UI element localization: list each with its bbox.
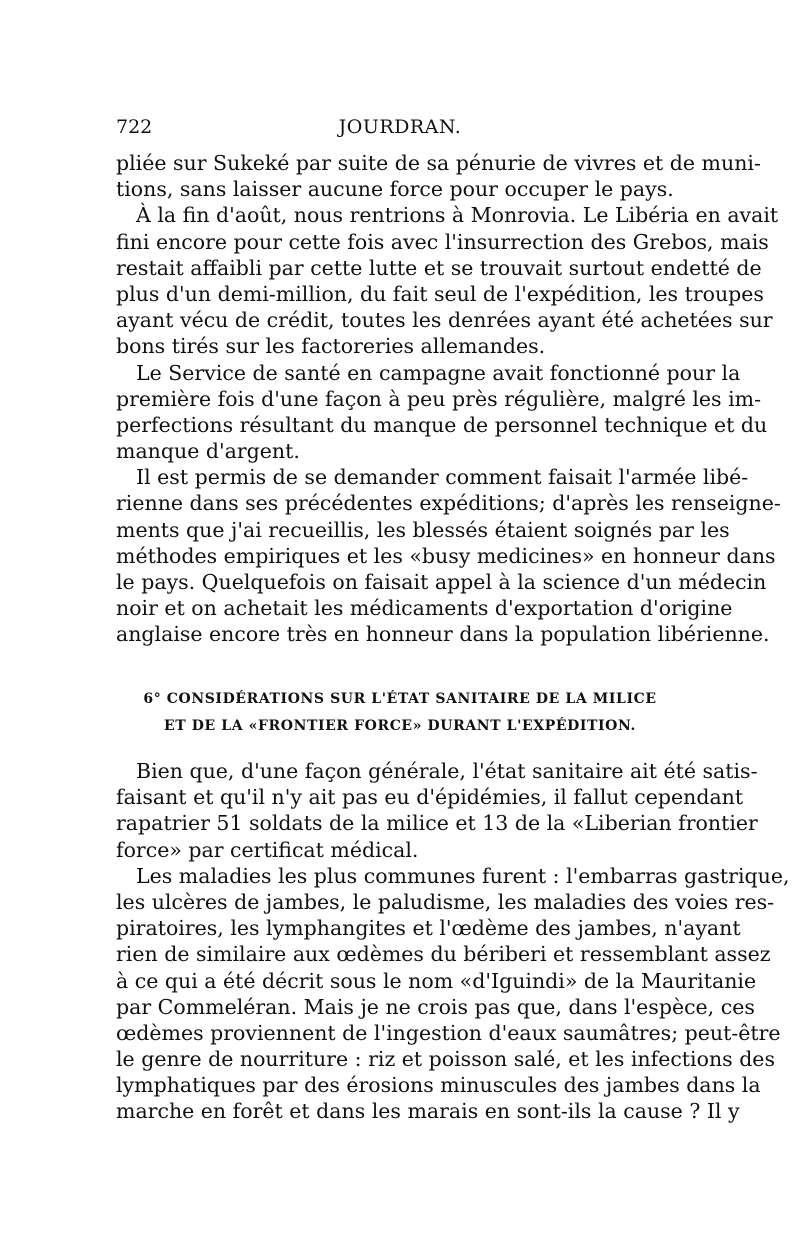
- text-line: œdèmes proviennent de l'ingestion d'eaux saumâtres; peut-être: [116, 1020, 781, 1045]
- body-text-part1: [116, 150, 781, 648]
- text-line: rien de similaire aux œdèmes du bériberi et ressemblant assez: [116, 942, 771, 967]
- text-line: piratoires, les lymphangites et l'œdème des jambes, n'ayant: [116, 916, 741, 941]
- text-line: première fois d'une façon à peu près régulière, malgré les im-: [116, 386, 762, 411]
- text-line: le pays. Quelquefois on faisait appel à la science d'un médecin: [116, 570, 767, 594]
- heading-line: 6° CONSIDÉRATIONS SUR L'ÉTAT SANITAIRE DE LA MILICE: [143, 691, 657, 707]
- text-line: plus d'un demi-million, du fait seul de l'expédition, les troupes: [116, 281, 764, 306]
- page-header: [116, 116, 684, 146]
- text-line: bons tirés sur les factoreries allemandes.: [116, 334, 546, 359]
- text-line: le genre de nourriture : riz et poisson salé, et les infections des: [116, 1047, 775, 1072]
- page-number: 722: [116, 116, 153, 138]
- heading-line: ET DE LA «FRONTIER FORCE» DURANT L'EXPÉDITION.: [164, 718, 636, 734]
- text-line: anglaise encore très en honneur dans la population libérienne.: [116, 622, 770, 647]
- text-line: Le Service de santé en campagne avait fonctionné pour la: [136, 360, 741, 385]
- body-text-part2: [116, 758, 790, 1125]
- text-line: marche en forêt et dans les marais en sont-ils la cause ? Il y: [116, 1099, 740, 1124]
- text-line: fini encore pour cette fois avec l'insurrection des Grebos, mais: [116, 229, 769, 254]
- text-line: noir et on achetait les médicaments d'exportation d'origine: [116, 596, 733, 621]
- text-line: les ulcères de jambes, le paludisme, les maladies des voies res-: [116, 889, 775, 914]
- text-line: manque d'argent.: [116, 439, 300, 464]
- running-title: JOURDRAN.: [338, 116, 462, 138]
- text-line: force» par certificat médical.: [116, 837, 419, 862]
- text-line: par Commeléran. Mais je ne crois pas que, dans l'espèce, ces: [116, 994, 755, 1019]
- text-line: méthodes empiriques et les «busy medicines» en honneur dans: [116, 543, 776, 568]
- text-line: rienne dans ses précédentes expéditions; d'après les renseigne-: [116, 491, 781, 516]
- section-heading: [116, 686, 684, 740]
- text-line: À la fin d'août, nous rentrions à Monrovia. Le Libéria en avait: [136, 203, 779, 228]
- text-line: Les maladies les plus communes furent : l'embarras gastrique,: [136, 863, 790, 888]
- text-line: ments que j'ai recueillis, les blessés étaient soignés par les: [116, 517, 730, 542]
- text-line: Bien que, d'une façon générale, l'état sanitaire ait été satis-: [136, 759, 758, 783]
- text-line: tions, sans laisser aucune force pour occuper le pays.: [116, 177, 674, 202]
- text-line: lymphatiques par des érosions minuscules des jambes dans la: [116, 1073, 761, 1098]
- text-line: ayant vécu de crédit, toutes les denrées ayant été achetées sur: [116, 308, 773, 333]
- text-line: restait affaibli par cette lutte et se trouvait surtout endetté de: [116, 255, 762, 280]
- text-line: rapatrier 51 soldats de la milice et 13 de la «Liberian frontier: [116, 811, 758, 836]
- text-line: à ce qui a été décrit sous le nom «d'Iguindi» de la Mauritanie: [116, 968, 757, 993]
- text-line: perfections résultant du manque de personnel technique et du: [116, 412, 768, 437]
- text-line: faisant et qu'il n'y ait pas eu d'épidémies, il fallut cependant: [116, 785, 744, 810]
- text-line: Il est permis de se demander comment faisait l'armée libé-: [136, 465, 749, 490]
- text-line: pliée sur Sukeké par suite de sa pénurie de vivres et de muni-: [116, 151, 761, 175]
